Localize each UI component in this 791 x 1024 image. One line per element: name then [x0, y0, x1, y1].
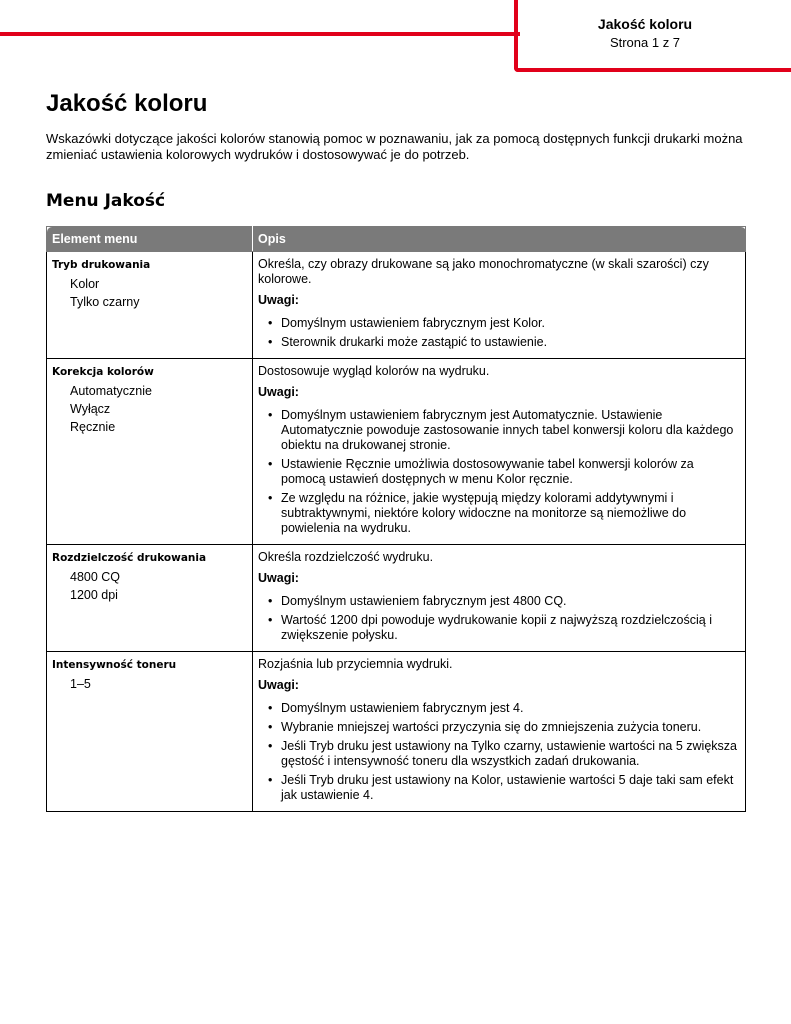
menu-item-option: Automatycznie: [70, 384, 152, 398]
note-text: Domyślnym ustawieniem fabrycznym jest 4800 CQ.: [281, 594, 567, 608]
table-row: [47, 252, 746, 359]
header-red-line: [0, 32, 520, 36]
note-item: [258, 613, 740, 643]
table-body: [47, 252, 746, 812]
menu-item-name: Tryb drukowania: [52, 259, 151, 271]
menu-item-option: Ręcznie: [70, 420, 116, 434]
page-title: Jakość koloru: [46, 90, 208, 117]
menu-item-option: Wyłącz: [70, 402, 111, 416]
menu-item-cell: [47, 252, 253, 359]
note-text: Wartość 1200 dpi powoduje wydrukowanie kopii z najwyższą rozdzielczością i zwiększenie połysku.: [281, 613, 712, 642]
note-text: Ze względu na różnice, jakie występują między kolorami addytywnymi i subtraktywnymi, niektóre kolory widoczne na monitorze są niemożliwe do powielenia na wydruku.: [281, 491, 687, 535]
section-title: Menu Jakość: [46, 191, 166, 211]
header-title: Jakość koloru: [597, 16, 693, 32]
description-text: Rozjaśnia lub przyciemnia wydruki.: [258, 657, 453, 671]
menu-item-option: 1200 dpi: [70, 588, 118, 602]
note-text: Domyślnym ustawieniem fabrycznym jest Automatycznie. Ustawienie Automatycznie powoduje zastosowanie innych tabel konwersji koloru dla każdego obiektu na drukowanej stronie.: [281, 408, 734, 452]
description-text: Określa, czy obrazy drukowane są jako monochromatyczne (w skali szarości) czy kolorowe.: [258, 257, 709, 286]
intro-paragraph: Wskazówki dotyczące jakości kolorów stanowią pomoc w poznawaniu, jak za pomocą dostępnych funkcji drukarki można zmieniać ustawienia kolorowych wydruków i dostosowywać je do potrzeb.: [46, 131, 743, 162]
menu-item-name: Rozdzielczość drukowania: [52, 552, 207, 564]
bullet-icon: •: [268, 701, 273, 715]
table-row: [47, 545, 746, 652]
note-text: Ustawienie Ręcznie umożliwia dostosowywanie tabel konwersji kolorów za pomocą ustawień dostępnych w menu Kolor ręcznie.: [281, 457, 694, 486]
notes-label: Uwagi:: [258, 385, 299, 399]
notes-list: [258, 594, 740, 643]
column-header-description: Opis: [253, 227, 746, 252]
notes-label: Uwagi:: [258, 571, 299, 585]
header-red-divider: [514, 0, 518, 72]
bullet-icon: •: [268, 739, 273, 753]
bullet-icon: •: [268, 491, 273, 505]
menu-item-option: Tylko czarny: [70, 295, 140, 309]
note-text: Domyślnym ustawieniem fabrycznym jest Kolor.: [281, 316, 545, 330]
menu-item-cell: [47, 545, 253, 652]
notes-label: Uwagi:: [258, 293, 299, 307]
description-cell: [253, 252, 746, 359]
table-header-row: [47, 227, 746, 252]
note-text: Wybranie mniejszej wartości przyczynia się do zmniejszenia zużycia toneru.: [281, 720, 702, 734]
menu-table: [46, 226, 746, 812]
note-item: [258, 739, 740, 769]
note-text: Domyślnym ustawieniem fabrycznym jest 4.: [281, 701, 524, 715]
note-text: Jeśli Tryb druku jest ustawiony na Kolor, ustawienie wartości 5 daje taki sam efekt jak ustawienie 4.: [281, 773, 734, 802]
column-header-menu-item: Element menu: [47, 227, 253, 252]
description-cell: [253, 359, 746, 545]
menu-item-name: Korekcja kolorów: [52, 366, 154, 378]
bullet-icon: •: [268, 335, 273, 349]
menu-item-option: Kolor: [70, 277, 100, 291]
description-cell: [253, 652, 746, 812]
note-item: [258, 316, 740, 331]
table-row: [47, 359, 746, 545]
note-text: Sterownik drukarki może zastąpić to ustawienie.: [281, 335, 548, 349]
description-text: Dostosowuje wygląd kolorów na wydruku.: [258, 364, 490, 378]
menu-item-option: 4800 CQ: [70, 570, 121, 584]
note-item: [258, 335, 740, 350]
bullet-icon: •: [268, 613, 273, 627]
menu-item-option: 1–5: [70, 677, 91, 691]
note-item: [258, 720, 740, 735]
table-row: [47, 652, 746, 812]
menu-item-cell: [47, 359, 253, 545]
bullet-icon: •: [268, 594, 273, 608]
note-item: [258, 701, 740, 716]
description-cell: [253, 545, 746, 652]
notes-list: [258, 408, 740, 536]
header-page-number: Strona 1 z 7: [609, 35, 681, 50]
bullet-icon: •: [268, 773, 273, 787]
description-text: Określa rozdzielczość wydruku.: [258, 550, 434, 564]
notes-list: [258, 701, 740, 803]
notes-list: [258, 316, 740, 350]
note-item: [258, 773, 740, 803]
note-text: Jeśli Tryb druku jest ustawiony na Tylko czarny, ustawienie wartości na 5 zwiększa gęstość i intensywność toneru dla wszystkich zadań drukowania.: [281, 739, 737, 768]
bullet-icon: •: [268, 720, 273, 734]
bullet-icon: •: [268, 457, 273, 471]
notes-label: Uwagi:: [258, 678, 299, 692]
bullet-icon: •: [268, 408, 273, 422]
header-red-underline: [514, 68, 791, 72]
menu-item-cell: [47, 652, 253, 812]
bullet-icon: •: [268, 316, 273, 330]
menu-item-name: Intensywność toneru: [52, 659, 177, 671]
note-item: [258, 594, 740, 609]
note-item: [258, 491, 740, 536]
note-item: [258, 457, 740, 487]
note-item: [258, 408, 740, 453]
